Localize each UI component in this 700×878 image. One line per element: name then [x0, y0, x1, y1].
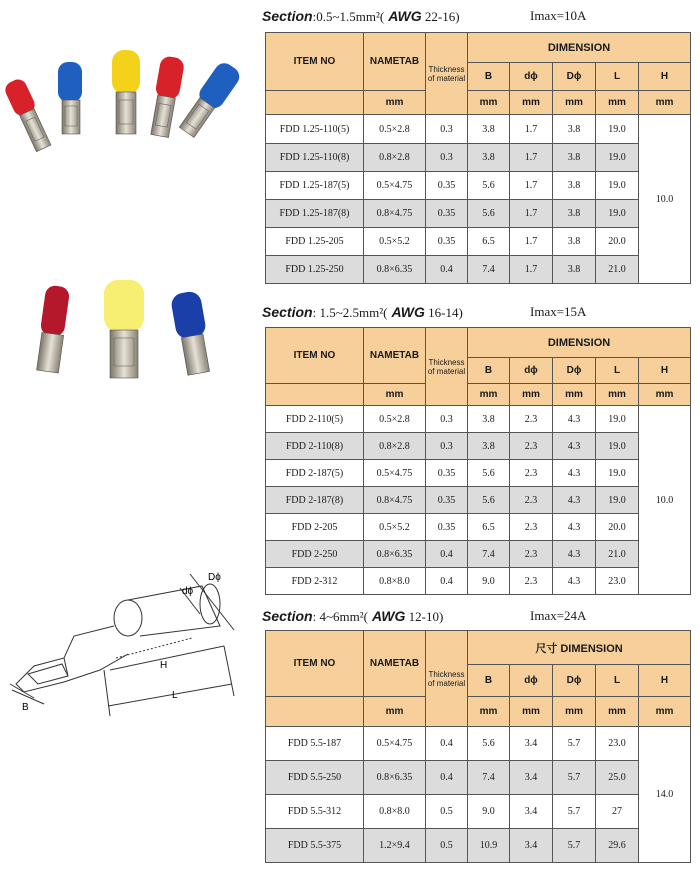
d-inner-cell: 2.3	[510, 433, 553, 460]
d-inner-cell: 3.4	[510, 761, 553, 795]
header-nametab: NAMETAB	[364, 328, 426, 384]
d-outer-cell: 3.8	[553, 256, 596, 284]
header-d-inner: dϕ	[510, 358, 553, 384]
d-inner-cell: 1.7	[510, 115, 553, 144]
spec-table-2	[265, 327, 691, 595]
header-thickness: Thickness of material	[426, 631, 468, 727]
nametab-cell: 0.5×2.8	[364, 406, 426, 433]
header-dimension: DIMENSION	[468, 33, 691, 63]
unit-row-spacer	[266, 384, 364, 406]
h-cell: 14.0	[639, 727, 691, 863]
table-row	[266, 433, 691, 460]
imax-1: Imax=10A	[530, 8, 587, 23]
diagram-label-dphi-outer: Dϕ	[208, 572, 221, 583]
d-outer-cell: 3.8	[553, 144, 596, 172]
nametab-cell: 0.8×6.35	[364, 256, 426, 284]
table-row	[266, 406, 691, 433]
d-outer-cell: 4.3	[553, 487, 596, 514]
item-no-cell: FDD 2-110(5)	[266, 406, 364, 433]
b-cell: 5.6	[468, 487, 510, 514]
item-no-cell: FDD 2-250	[266, 541, 364, 568]
d-inner-cell: 1.7	[510, 144, 553, 172]
d-inner-cell: 3.4	[510, 829, 553, 863]
nametab-cell: 0.8×4.75	[364, 200, 426, 228]
item-no-cell: FDD 1.25-205	[266, 228, 364, 256]
header-d-outer: Dϕ	[553, 63, 596, 91]
spec-table-1	[265, 32, 691, 284]
diagram-label-b: B	[22, 702, 29, 713]
thickness-cell: 0.4	[426, 541, 468, 568]
product-photo-five-terminals	[4, 48, 256, 158]
l-cell: 19.0	[596, 172, 639, 200]
d-inner-cell: 2.3	[510, 568, 553, 595]
l-cell: 21.0	[596, 256, 639, 284]
nametab-cell: 0.8×6.35	[364, 541, 426, 568]
d-inner-cell: 3.4	[510, 727, 553, 761]
unit-cell: mm	[364, 384, 426, 406]
nametab-cell: 1.2×9.4	[364, 829, 426, 863]
nametab-cell: 0.5×4.75	[364, 172, 426, 200]
l-cell: 20.0	[596, 228, 639, 256]
d-inner-cell: 2.3	[510, 514, 553, 541]
unit-cell: mm	[553, 697, 596, 727]
l-cell: 19.0	[596, 406, 639, 433]
b-cell: 5.6	[468, 200, 510, 228]
thickness-cell: 0.3	[426, 433, 468, 460]
item-no-cell: FDD 1.25-187(8)	[266, 200, 364, 228]
thickness-cell: 0.35	[426, 487, 468, 514]
section-title-1: Section:0.5~1.5mm²( AWG 22-16) Imax=10A	[262, 8, 587, 24]
b-cell: 3.8	[468, 115, 510, 144]
b-cell: 7.4	[468, 256, 510, 284]
thickness-cell: 0.4	[426, 761, 468, 795]
l-cell: 29.6	[596, 829, 639, 863]
header-l: L	[596, 63, 639, 91]
b-cell: 6.5	[468, 228, 510, 256]
item-no-cell: FDD 2-205	[266, 514, 364, 541]
d-inner-cell: 2.3	[510, 406, 553, 433]
diagram-label-dphi-inner: dϕ	[182, 586, 194, 597]
thickness-cell: 0.5	[426, 795, 468, 829]
table-row	[266, 487, 691, 514]
header-item-no: ITEM NO	[266, 631, 364, 697]
header-h: H	[639, 665, 691, 697]
d-inner-cell: 1.7	[510, 172, 553, 200]
thickness-cell: 0.3	[426, 406, 468, 433]
item-no-cell: FDD 2-187(8)	[266, 487, 364, 514]
d-inner-cell: 2.3	[510, 487, 553, 514]
section-title-3: Section: 4~6mm²( AWG 12-10) Imax=24A	[262, 608, 587, 624]
d-outer-cell: 3.8	[553, 115, 596, 144]
item-no-cell: FDD 5.5-375	[266, 829, 364, 863]
unit-cell: mm	[364, 91, 426, 115]
b-cell: 7.4	[468, 761, 510, 795]
d-outer-cell: 4.3	[553, 433, 596, 460]
d-outer-cell: 4.3	[553, 406, 596, 433]
d-outer-cell: 4.3	[553, 514, 596, 541]
header-nametab: NAMETAB	[364, 631, 426, 697]
l-cell: 23.0	[596, 727, 639, 761]
table-row	[266, 514, 691, 541]
unit-cell: mm	[468, 384, 510, 406]
b-cell: 3.8	[468, 144, 510, 172]
header-d-outer: Dϕ	[553, 665, 596, 697]
table-row	[266, 568, 691, 595]
table-row	[266, 256, 691, 284]
unit-cell: mm	[468, 91, 510, 115]
b-cell: 3.8	[468, 433, 510, 460]
b-cell: 5.6	[468, 727, 510, 761]
nametab-cell: 0.5×4.75	[364, 727, 426, 761]
thickness-cell: 0.35	[426, 460, 468, 487]
table-row	[266, 200, 691, 228]
nametab-cell: 0.5×2.8	[364, 115, 426, 144]
item-no-cell: FDD 5.5-187	[266, 727, 364, 761]
thickness-cell: 0.35	[426, 172, 468, 200]
b-cell: 9.0	[468, 795, 510, 829]
table-row	[266, 829, 691, 863]
thickness-cell: 0.3	[426, 115, 468, 144]
l-cell: 27	[596, 795, 639, 829]
unit-cell: mm	[553, 91, 596, 115]
d-outer-cell: 5.7	[553, 761, 596, 795]
header-d-outer: Dϕ	[553, 358, 596, 384]
d-outer-cell: 3.8	[553, 228, 596, 256]
table-row	[266, 115, 691, 144]
item-no-cell: FDD 2-110(8)	[266, 433, 364, 460]
l-cell: 25.0	[596, 761, 639, 795]
thickness-cell: 0.35	[426, 514, 468, 541]
item-no-cell: FDD 1.25-110(8)	[266, 144, 364, 172]
nametab-cell: 0.8×4.75	[364, 487, 426, 514]
table-row	[266, 727, 691, 761]
header-b: B	[468, 665, 510, 697]
nametab-cell: 0.5×5.2	[364, 514, 426, 541]
l-cell: 19.0	[596, 433, 639, 460]
unit-cell: mm	[639, 384, 691, 406]
l-cell: 19.0	[596, 115, 639, 144]
item-no-cell: FDD 2-312	[266, 568, 364, 595]
thickness-cell: 0.5	[426, 829, 468, 863]
l-cell: 19.0	[596, 200, 639, 228]
header-dimension: DIMENSION	[468, 328, 691, 358]
spec-table-3	[265, 630, 691, 863]
d-inner-cell: 2.3	[510, 460, 553, 487]
header-l: L	[596, 665, 639, 697]
b-cell: 9.0	[468, 568, 510, 595]
d-outer-cell: 3.8	[553, 172, 596, 200]
table-row	[266, 228, 691, 256]
item-no-cell: FDD 5.5-312	[266, 795, 364, 829]
diagram-label-h: H	[160, 660, 168, 671]
item-no-cell: FDD 1.25-250	[266, 256, 364, 284]
header-dimension: 尺寸 DIMENSION	[468, 631, 691, 665]
thickness-cell: 0.35	[426, 200, 468, 228]
table-row	[266, 144, 691, 172]
unit-row-spacer	[266, 91, 364, 115]
table-row	[266, 761, 691, 795]
d-inner-cell: 1.7	[510, 228, 553, 256]
b-cell: 5.6	[468, 460, 510, 487]
unit-cell: mm	[639, 91, 691, 115]
b-cell: 10.9	[468, 829, 510, 863]
d-outer-cell: 4.3	[553, 568, 596, 595]
d-inner-cell: 2.3	[510, 541, 553, 568]
table-row	[266, 172, 691, 200]
diagram-label-l: L	[172, 690, 178, 701]
nametab-cell: 0.8×8.0	[364, 568, 426, 595]
l-cell: 20.0	[596, 514, 639, 541]
l-cell: 19.0	[596, 144, 639, 172]
l-cell: 19.0	[596, 460, 639, 487]
unit-cell: mm	[510, 384, 553, 406]
unit-cell: mm	[596, 91, 639, 115]
l-cell: 23.0	[596, 568, 639, 595]
d-outer-cell: 5.7	[553, 727, 596, 761]
d-inner-cell: 3.4	[510, 795, 553, 829]
unit-cell: mm	[639, 697, 691, 727]
imax-3: Imax=24A	[530, 608, 587, 623]
header-d-inner: dϕ	[510, 63, 553, 91]
d-outer-cell: 5.7	[553, 829, 596, 863]
unit-cell: mm	[510, 697, 553, 727]
imax-2: Imax=15A	[530, 304, 587, 319]
d-outer-cell: 4.3	[553, 541, 596, 568]
header-h: H	[639, 358, 691, 384]
unit-row-spacer	[266, 697, 364, 727]
nametab-cell: 0.8×8.0	[364, 795, 426, 829]
header-b: B	[468, 358, 510, 384]
header-item-no: ITEM NO	[266, 33, 364, 91]
header-item-no: ITEM NO	[266, 328, 364, 384]
h-cell: 10.0	[639, 406, 691, 595]
dimension-diagram	[4, 566, 260, 726]
table-row	[266, 460, 691, 487]
b-cell: 5.6	[468, 172, 510, 200]
product-photo-three-terminals	[30, 278, 230, 388]
l-cell: 21.0	[596, 541, 639, 568]
unit-cell: mm	[510, 91, 553, 115]
header-thickness: Thickness of material	[426, 328, 468, 406]
unit-cell: mm	[364, 697, 426, 727]
thickness-cell: 0.35	[426, 228, 468, 256]
unit-cell: mm	[553, 384, 596, 406]
table-row	[266, 541, 691, 568]
d-inner-cell: 1.7	[510, 200, 553, 228]
header-h: H	[639, 63, 691, 91]
b-cell: 3.8	[468, 406, 510, 433]
section-title-2: Section: 1.5~2.5mm²( AWG 16-14) Imax=15A	[262, 304, 587, 320]
item-no-cell: FDD 1.25-187(5)	[266, 172, 364, 200]
header-nametab: NAMETAB	[364, 33, 426, 91]
nametab-cell: 0.8×2.8	[364, 433, 426, 460]
thickness-cell: 0.4	[426, 727, 468, 761]
d-inner-cell: 1.7	[510, 256, 553, 284]
nametab-cell: 0.5×4.75	[364, 460, 426, 487]
table-row	[266, 795, 691, 829]
thickness-cell: 0.4	[426, 256, 468, 284]
d-outer-cell: 4.3	[553, 460, 596, 487]
h-cell: 10.0	[639, 115, 691, 284]
header-b: B	[468, 63, 510, 91]
nametab-cell: 0.8×6.35	[364, 761, 426, 795]
b-cell: 6.5	[468, 514, 510, 541]
b-cell: 7.4	[468, 541, 510, 568]
unit-cell: mm	[596, 384, 639, 406]
nametab-cell: 0.5×5.2	[364, 228, 426, 256]
unit-cell: mm	[596, 697, 639, 727]
item-no-cell: FDD 5.5-250	[266, 761, 364, 795]
header-d-inner: dϕ	[510, 665, 553, 697]
header-thickness: Thickness of material	[426, 33, 468, 115]
item-no-cell: FDD 1.25-110(5)	[266, 115, 364, 144]
d-outer-cell: 5.7	[553, 795, 596, 829]
thickness-cell: 0.4	[426, 568, 468, 595]
nametab-cell: 0.8×2.8	[364, 144, 426, 172]
header-l: L	[596, 358, 639, 384]
d-outer-cell: 3.8	[553, 200, 596, 228]
unit-cell: mm	[468, 697, 510, 727]
l-cell: 19.0	[596, 487, 639, 514]
thickness-cell: 0.3	[426, 144, 468, 172]
item-no-cell: FDD 2-187(5)	[266, 460, 364, 487]
